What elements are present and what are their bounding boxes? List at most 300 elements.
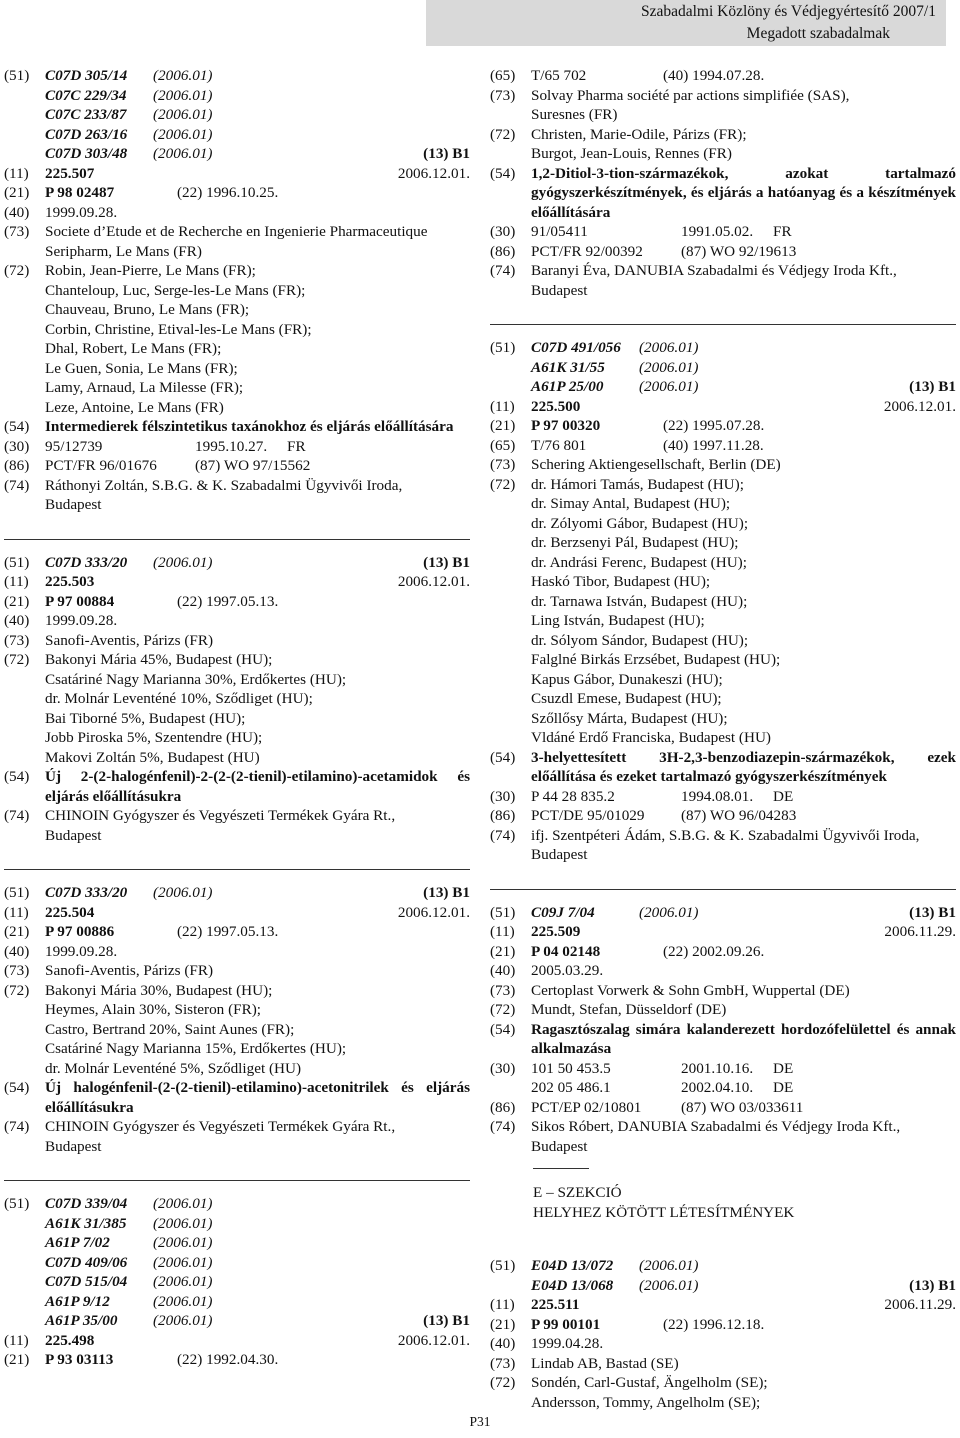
ipc-version: (2006.01) — [153, 553, 213, 571]
ipc-version: (2006.01) — [153, 1234, 213, 1251]
inventor — [490, 572, 956, 592]
ipc-code: C07D 333/20 — [45, 884, 128, 901]
field-text — [531, 806, 956, 826]
ipc-version: (2006.01) — [153, 67, 213, 84]
field-code: (30) — [490, 787, 516, 805]
field-code: (51) — [4, 1195, 30, 1212]
field-code: (40) — [4, 203, 30, 221]
filing-date: (22) 1997.05.13. — [177, 923, 279, 940]
field-text: Makovi Zoltán 5%, Budapest (HU) — [45, 748, 260, 766]
field-text — [531, 903, 956, 923]
field-code: (74) — [4, 807, 30, 824]
field-21 — [490, 416, 956, 436]
field-40: (40) 1994.07.28. — [663, 67, 765, 84]
ipc-code: A61P 25/00 — [531, 378, 604, 395]
ipc-class — [4, 553, 470, 573]
inventor — [490, 533, 956, 553]
field-code: (72) — [490, 1001, 516, 1018]
patent-entry — [490, 1168, 956, 1412]
field-87: (87) WO 03/033611 — [681, 1098, 804, 1116]
field-text — [531, 66, 956, 86]
inventor — [490, 553, 956, 573]
field-87: (87) WO 96/04283 — [681, 807, 797, 824]
journal-title: Szabadalmi Közlöny és Védjegyértesítő 2007/1 — [640, 3, 936, 20]
pub-no: T/76 801 — [531, 436, 587, 454]
field-code: (51) — [4, 884, 30, 901]
field-65 — [490, 66, 956, 86]
field-text — [531, 242, 956, 262]
patent-holder — [490, 86, 956, 106]
field-code: (74) — [490, 1118, 516, 1135]
field-text: Leze, Antoine, Le Mans (FR) — [45, 398, 224, 416]
field-text: Societe d’Etude et de Recherche en Ingenierie Pharmaceutique — [45, 223, 428, 240]
field-text — [531, 922, 956, 942]
grant-date: 2006.12.01. — [397, 573, 470, 590]
field-text: Certoplast Vorwerk & Sohn GmbH, Wuppertal (DE) — [531, 981, 850, 999]
ipc-version: (2006.01) — [639, 903, 699, 921]
field-code: (21) — [4, 592, 30, 610]
entry-separator — [490, 889, 956, 890]
field-text — [531, 436, 956, 456]
field-21 — [4, 592, 470, 612]
ipc-class — [490, 358, 956, 378]
field-text — [45, 437, 470, 457]
priority-number: P 44 28 835.2 — [531, 787, 615, 805]
ipc-version: (2006.01) — [639, 1276, 699, 1294]
ipc-class — [490, 1276, 956, 1296]
ipc-version: (2006.01) — [153, 106, 213, 123]
field-code: (65) — [490, 436, 516, 454]
field-21 — [490, 942, 956, 962]
field-40 — [4, 611, 470, 631]
priority-date: 1994.08.01. — [681, 787, 754, 805]
field-text: Csuzdl Emese, Budapest (HU); — [531, 690, 722, 707]
pct-number: PCT/FR 92/00392 — [531, 242, 643, 260]
field-text — [45, 183, 470, 203]
patent-holder — [490, 105, 956, 125]
patent-entry — [4, 869, 470, 1156]
field-code: (11) — [4, 573, 29, 590]
ipc-code: A61P 9/12 — [45, 1292, 110, 1310]
ipc-class — [4, 125, 470, 145]
field-code: (72) — [4, 651, 30, 668]
field-text: Andersson, Tommy, Angelholm (SE); — [531, 1393, 761, 1411]
field-text — [531, 1295, 956, 1315]
field-text: dr. Sólyom Sándor, Budapest (HU); — [531, 631, 749, 649]
patent-holder — [4, 631, 470, 651]
inventor — [4, 1039, 470, 1059]
field-text: Kapus Gábor, Dunakeszi (HU); — [531, 670, 723, 688]
inventor — [4, 709, 470, 729]
field-text: Ragasztószalag simára kalanderezett hordozófelülettel és annak alkalmazása — [531, 1020, 956, 1057]
ipc-code: C07C 233/87 — [45, 106, 127, 123]
ipc-code: C09J 7/04 — [531, 903, 595, 921]
field-text: Solvay Pharma société par actions simplifiée (SAS), — [531, 86, 850, 104]
field-text: Heymes, Alain 30%, Sisteron (FR); — [45, 1001, 261, 1018]
field-text — [531, 1256, 956, 1276]
field-11 — [490, 922, 956, 942]
ipc-code: C07D 263/16 — [45, 125, 128, 143]
field-text — [45, 611, 470, 631]
field-text: Sanofi-Aventis, Párizs (FR) — [45, 962, 214, 979]
filing-date: (22) 1996.12.18. — [663, 1315, 765, 1333]
grant-date: 2006.11.29. — [884, 923, 956, 940]
field-text: Haskó Tibor, Budapest (HU); — [531, 573, 711, 590]
field-text — [45, 553, 470, 573]
field-code: (54) — [4, 1079, 30, 1096]
priority-date: 1995.10.27. — [195, 437, 268, 455]
field-code: (11) — [490, 397, 515, 415]
field-code: (30) — [490, 1059, 516, 1077]
priority-date: 1991.05.02. — [681, 223, 754, 240]
field-text — [45, 203, 470, 223]
field-text: Csatáriné Nagy Marianna 15%, Erdőkertes (HU); — [45, 1040, 347, 1057]
field-code: (86) — [4, 457, 30, 474]
inventor — [490, 1000, 956, 1020]
patent-number: 225.503 — [45, 573, 95, 590]
agent — [490, 1117, 956, 1137]
agent — [4, 826, 470, 846]
field-text — [45, 1292, 470, 1312]
field-text: Ling István, Budapest (HU); — [531, 612, 705, 629]
kind-code: (13) B1 — [423, 1312, 470, 1329]
priority — [490, 1059, 956, 1079]
field-code: (11) — [4, 903, 29, 921]
field-86 — [490, 806, 956, 826]
inventor — [4, 1000, 470, 1020]
field-code: (51) — [490, 1257, 516, 1274]
field-code: (11) — [490, 923, 515, 940]
field-text: Dhal, Robert, Le Mans (FR); — [45, 340, 222, 357]
field-code: (72) — [490, 125, 516, 143]
inventor — [4, 359, 470, 379]
publication-date: 1999.09.28. — [45, 942, 118, 960]
field-40 — [4, 203, 470, 223]
field-code: (72) — [490, 475, 516, 493]
field-code: (73) — [490, 981, 516, 999]
field-21 — [490, 1315, 956, 1335]
patent-entry — [490, 66, 956, 300]
page-header — [426, 0, 946, 46]
field-text: Szőllősy Márta, Budapest (HU); — [531, 709, 728, 727]
inventor — [490, 592, 956, 612]
field-code: (73) — [4, 962, 30, 979]
field-code: (72) — [4, 262, 30, 279]
field-text: Mundt, Stefan, Düsseldorf (DE) — [531, 1001, 727, 1018]
kind-code: (13) B1 — [423, 145, 470, 162]
field-text — [45, 164, 470, 184]
field-code: (73) — [490, 1354, 516, 1372]
inventor — [490, 494, 956, 514]
inventor — [490, 650, 956, 670]
field-code: (72) — [490, 1374, 516, 1391]
ipc-class — [4, 66, 470, 86]
field-text — [45, 922, 470, 942]
patent-holder — [490, 981, 956, 1001]
field-text: dr. Simay Antal, Budapest (HU); — [531, 495, 731, 512]
field-86 — [4, 456, 470, 476]
application-number: P 98 02487 — [45, 184, 115, 201]
field-86 — [490, 242, 956, 262]
field-text: Csatáriné Nagy Marianna 30%, Erdőkertes (HU); — [45, 670, 347, 688]
field-code: (30) — [490, 223, 516, 240]
priority-date: 2002.04.10. — [681, 1079, 754, 1096]
field-text — [45, 1253, 470, 1273]
priority-number: 202 05 486.1 — [531, 1079, 611, 1096]
field-text — [45, 1331, 470, 1351]
field-text: Burgot, Jean-Louis, Rennes (FR) — [531, 145, 732, 162]
inventor — [490, 611, 956, 631]
inventor — [4, 398, 470, 418]
inventor — [4, 339, 470, 359]
ipc-class — [4, 1253, 470, 1273]
ipc-version: (2006.01) — [639, 358, 699, 376]
field-text — [45, 903, 470, 923]
field-text — [45, 883, 470, 903]
agent — [490, 845, 956, 865]
inventor — [490, 689, 956, 709]
ipc-version: (2006.01) — [639, 339, 699, 356]
field-40 — [490, 961, 956, 981]
field-text: Sondén, Carl-Gustaf, Ängelholm (SE); — [531, 1374, 768, 1391]
field-code: (30) — [4, 437, 30, 455]
grant-date: 2006.12.01. — [397, 164, 470, 182]
field-11 — [490, 397, 956, 417]
ipc-class — [4, 144, 470, 164]
ipc-code: C07C 229/34 — [45, 86, 127, 104]
field-code: (21) — [4, 1351, 30, 1368]
section-title-line: E – SZEKCIÓ — [533, 1184, 622, 1201]
field-code: (11) — [4, 164, 29, 182]
ipc-class — [4, 86, 470, 106]
patent-entry — [490, 324, 956, 865]
entry-separator — [490, 324, 956, 325]
kind-code: (13) B1 — [423, 884, 470, 901]
publication-date: 1999.09.28. — [45, 612, 118, 629]
ipc-class — [4, 1233, 470, 1253]
field-text: Új halogénfenil-(2-(2-tienil)-etilamino)-acetonitrilek és eljárás előállításukra — [45, 1079, 470, 1116]
field-21 — [4, 1350, 470, 1370]
inventor — [4, 981, 470, 1001]
section-title: Megadott szabadalmak — [746, 25, 890, 42]
field-text — [45, 125, 470, 145]
field-text: Bakonyi Mária 30%, Budapest (HU); — [45, 981, 273, 999]
field-code: (74) — [490, 826, 516, 844]
field-text: dr. Zólyomi Gábor, Budapest (HU); — [531, 514, 749, 532]
page-number: P31 — [469, 1414, 491, 1429]
field-text: Baranyi Éva, DANUBIA Szabadalmi és Védjegy Iroda Kft., — [531, 262, 897, 279]
application-number: P 99 00101 — [531, 1315, 601, 1333]
filing-date: (22) 2002.09.26. — [663, 942, 765, 960]
field-text: Suresnes (FR) — [531, 106, 618, 123]
priority — [490, 1078, 956, 1098]
field-65 — [490, 436, 956, 456]
ipc-code: A61P 35/00 — [45, 1312, 118, 1329]
field-text: Le Guen, Sonia, Le Mans (FR); — [45, 359, 238, 377]
inventor — [490, 631, 956, 651]
ipc-version: (2006.01) — [153, 1312, 213, 1329]
patent-entry — [4, 539, 470, 846]
inventor — [490, 1393, 956, 1413]
field-text — [531, 358, 956, 378]
patent-holder — [4, 222, 470, 242]
inventor — [490, 125, 956, 145]
field-text: Budapest — [45, 496, 102, 513]
ipc-version: (2006.01) — [153, 1253, 213, 1271]
field-text: Sanofi-Aventis, Párizs (FR) — [45, 631, 214, 649]
priority — [490, 787, 956, 807]
patent-number: 225.498 — [45, 1331, 95, 1349]
ipc-version: (2006.01) — [153, 125, 213, 143]
field-code: (65) — [490, 67, 516, 84]
patent-entry — [4, 66, 470, 515]
field-11 — [490, 1295, 956, 1315]
inventor — [490, 144, 956, 164]
field-code: (21) — [4, 923, 30, 940]
field-text — [531, 1315, 956, 1335]
field-21 — [4, 922, 470, 942]
field-text: 3-helyettesített 3H-2,3-benzodiazepin-származékok, ezek előállítása és ezeket tartalmazó gyógyszerkészítmények — [531, 748, 956, 785]
agent — [4, 476, 470, 496]
field-text — [45, 1350, 470, 1370]
field-54 — [4, 1078, 470, 1117]
field-11 — [4, 903, 470, 923]
patent-holder — [4, 961, 470, 981]
field-54 — [490, 1020, 956, 1059]
inventor — [4, 728, 470, 748]
ipc-version: (2006.01) — [639, 1257, 699, 1274]
field-text — [531, 1098, 956, 1118]
inventor — [4, 650, 470, 670]
field-text: Bakonyi Mária 45%, Budapest (HU); — [45, 651, 273, 668]
ipc-code: C07D 491/056 — [531, 339, 621, 356]
field-code: (73) — [490, 86, 516, 104]
ipc-version: (2006.01) — [153, 884, 213, 901]
field-text: Ráthonyi Zoltán, S.B.G. & K. Szabadalmi Ügyvivői Iroda, — [45, 476, 403, 494]
field-text: Chanteloup, Luc, Serge-les-Le Mans (FR); — [45, 281, 306, 299]
field-text — [45, 592, 470, 612]
field-code: (74) — [4, 476, 30, 494]
priority-date: 2001.10.16. — [681, 1059, 754, 1077]
field-code: (21) — [490, 1315, 516, 1333]
field-text — [531, 787, 956, 807]
field-text — [45, 456, 470, 476]
field-text — [45, 942, 470, 962]
priority-country: FR — [773, 223, 792, 240]
patent-number: 225.504 — [45, 903, 95, 921]
field-text — [531, 1078, 956, 1098]
ipc-code: E04D 13/072 — [531, 1257, 614, 1274]
field-text — [45, 144, 470, 164]
ipc-version: (2006.01) — [153, 86, 213, 104]
agent — [490, 826, 956, 846]
field-code: (54) — [490, 1020, 516, 1038]
application-number: P 97 00320 — [531, 417, 601, 434]
ipc-code: C07D 303/48 — [45, 145, 128, 162]
field-text: Chauveau, Bruno, Le Mans (FR); — [45, 301, 250, 318]
field-text: dr. Hámori Tamás, Budapest (HU); — [531, 475, 744, 493]
inventor — [490, 514, 956, 534]
field-text — [531, 1276, 956, 1296]
agent — [4, 1117, 470, 1137]
field-text: Falglné Birkás Erzsébet, Budapest (HU); — [531, 651, 781, 668]
field-text: Lindab AB, Bastad (SE) — [531, 1354, 679, 1372]
field-text: Jobb Piroska 5%, Szentendre (HU); — [45, 729, 263, 746]
inventor — [4, 670, 470, 690]
inventor — [4, 261, 470, 281]
field-text: dr. Molnár Leventéné 10%, Sződliget (HU); — [45, 690, 313, 707]
patent-number: 225.507 — [45, 164, 95, 182]
ipc-code: A61P 7/02 — [45, 1234, 110, 1251]
field-text — [45, 1272, 470, 1292]
ipc-code: C07D 515/04 — [45, 1273, 128, 1290]
ipc-version: (2006.01) — [153, 1273, 213, 1290]
field-text: Sikos Róbert, DANUBIA Szabadalmi és Védjegy Iroda Kft., — [531, 1118, 901, 1135]
field-code: (40) — [4, 942, 30, 960]
ipc-version: (2006.01) — [153, 145, 213, 162]
field-text: Christen, Marie-Odile, Párizs (FR); — [531, 125, 747, 143]
inventor — [4, 300, 470, 320]
field-text — [45, 66, 470, 86]
field-text: Seripharm, Le Mans (FR) — [45, 242, 202, 260]
patent-holder — [4, 242, 470, 262]
section-rule — [533, 1168, 589, 1169]
field-54 — [490, 748, 956, 787]
field-text — [531, 416, 956, 436]
section-title-line: HELYHEZ KÖTÖTT LÉTESÍTMÉNYEK — [533, 1203, 795, 1221]
inventor — [4, 689, 470, 709]
filing-date: (22) 1997.05.13. — [177, 592, 279, 610]
field-text — [45, 1214, 470, 1234]
publication-date: 1999.04.28. — [531, 1335, 604, 1352]
field-code: (21) — [4, 184, 30, 201]
grant-date: 2006.12.01. — [883, 397, 956, 415]
field-87: (87) WO 97/15562 — [195, 457, 311, 474]
application-number: P 97 00886 — [45, 923, 115, 940]
ipc-class — [4, 1272, 470, 1292]
field-text — [45, 1233, 470, 1253]
grant-date: 2006.12.01. — [397, 1331, 470, 1349]
field-text: Schering Aktiengesellschaft, Berlin (DE) — [531, 456, 781, 473]
agent — [4, 806, 470, 826]
publication-date: 1999.09.28. — [45, 203, 118, 221]
ipc-version: (2006.01) — [153, 1214, 213, 1232]
field-code: (40) — [490, 1335, 516, 1352]
field-text: Budapest — [45, 1137, 102, 1155]
inventor — [4, 1020, 470, 1040]
field-text — [531, 377, 956, 397]
pub-no: T/65 702 — [531, 67, 587, 84]
left-column — [4, 66, 470, 1370]
field-40 — [490, 1334, 956, 1354]
field-code: (11) — [4, 1331, 29, 1349]
publication-date: 2005.03.29. — [531, 962, 604, 979]
field-text: Intermedierek félszintetikus taxánokhoz és eljárás előállítására — [45, 418, 454, 435]
field-text: dr. Andrási Ferenc, Budapest (HU); — [531, 553, 747, 571]
filing-date: (22) 1992.04.30. — [177, 1351, 279, 1368]
field-86 — [490, 1098, 956, 1118]
field-text — [45, 105, 470, 125]
priority-country: DE — [773, 787, 794, 805]
field-code: (40) — [490, 962, 516, 979]
priority-country: DE — [773, 1079, 794, 1096]
section-heading — [490, 1168, 956, 1222]
agent — [4, 1137, 470, 1157]
inventor — [4, 378, 470, 398]
ipc-code: A61K 31/55 — [531, 358, 605, 376]
field-code: (40) — [4, 612, 30, 629]
ipc-class — [490, 903, 956, 923]
